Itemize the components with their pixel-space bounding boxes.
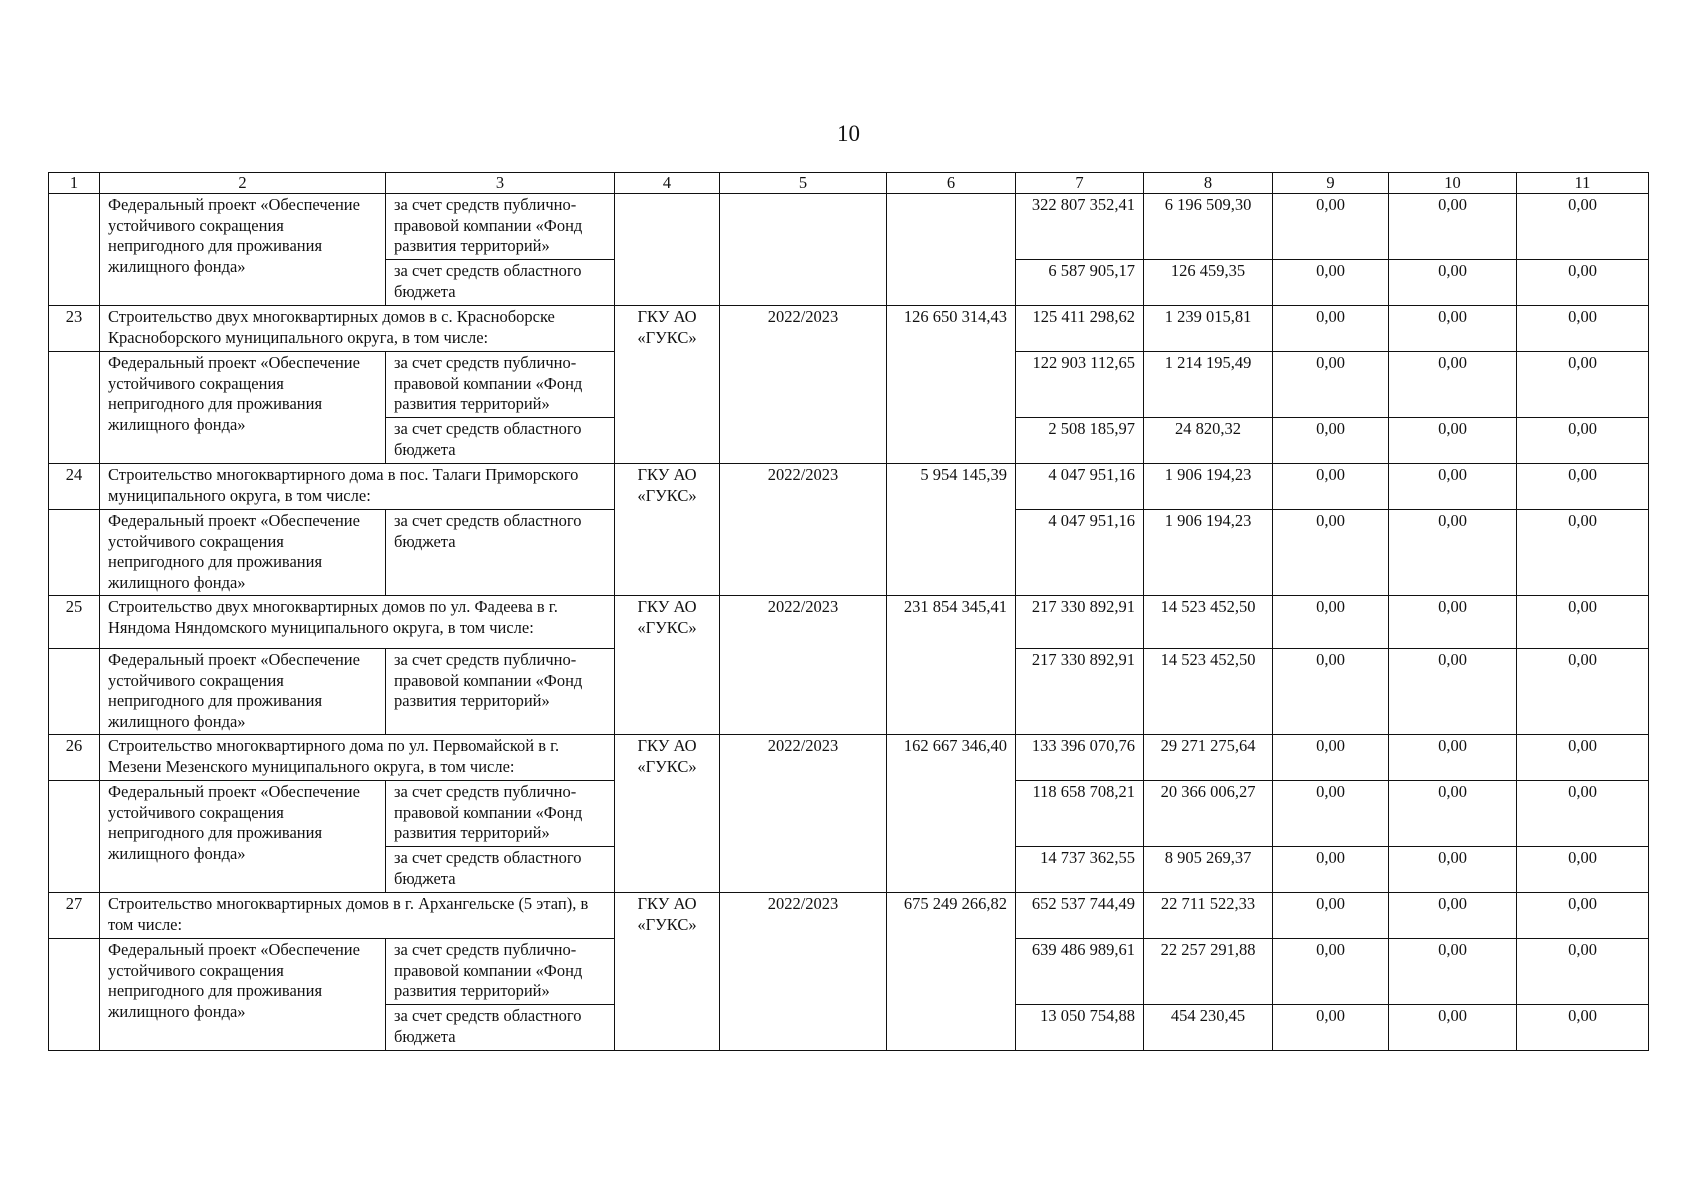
value-col11: 0,00 bbox=[1517, 649, 1649, 735]
value-col10: 0,00 bbox=[1389, 194, 1517, 260]
column-number: 4 bbox=[615, 173, 720, 194]
column-number: 5 bbox=[720, 173, 887, 194]
value-col9: 0,00 bbox=[1273, 1005, 1389, 1051]
column-number: 7 bbox=[1016, 173, 1144, 194]
item-number-cell bbox=[49, 649, 100, 735]
value-col7: 4 047 951,16 bbox=[1016, 510, 1144, 596]
column-number: 3 bbox=[386, 173, 615, 194]
item-number: 24 bbox=[49, 464, 100, 510]
value-col9: 0,00 bbox=[1273, 306, 1389, 352]
value-col8: 29 271 275,64 bbox=[1144, 735, 1273, 781]
item-name: Строительство двух многоквартирных домов по ул. Фадеева в г. Няндома Няндомского муниципального округа, в том числе: bbox=[100, 596, 615, 649]
value-col10: 0,00 bbox=[1389, 1005, 1517, 1051]
value-col10: 0,00 bbox=[1389, 781, 1517, 847]
federal-project-name: Федеральный проект «Обеспечение устойчивого сокращения непригодного для проживания жилищного фонда» bbox=[100, 352, 386, 464]
total-cell bbox=[887, 194, 1016, 306]
value-col11: 0,00 bbox=[1517, 464, 1649, 510]
period: 2022/2023 bbox=[720, 735, 887, 893]
federal-project-name: Федеральный проект «Обеспечение устойчивого сокращения непригодного для проживания жилищного фонда» bbox=[100, 194, 386, 306]
value-col8: 6 196 509,30 bbox=[1144, 194, 1273, 260]
value-col11: 0,00 bbox=[1517, 510, 1649, 596]
value-col7: 13 050 754,88 bbox=[1016, 1005, 1144, 1051]
value-col10: 0,00 bbox=[1389, 649, 1517, 735]
value-col9: 0,00 bbox=[1273, 735, 1389, 781]
value-col8: 8 905 269,37 bbox=[1144, 847, 1273, 893]
value-col8: 1 214 195,49 bbox=[1144, 352, 1273, 418]
value-col9: 0,00 bbox=[1273, 649, 1389, 735]
value-col10: 0,00 bbox=[1389, 306, 1517, 352]
funding-source: за счет средств областного бюджета bbox=[386, 418, 615, 464]
period-cell bbox=[720, 194, 887, 306]
value-col6: 126 650 314,43 bbox=[887, 306, 1016, 464]
value-col9: 0,00 bbox=[1273, 194, 1389, 260]
value-col9: 0,00 bbox=[1273, 464, 1389, 510]
federal-project-name: Федеральный проект «Обеспечение устойчивого сокращения непригодного для проживания жилищного фонда» bbox=[100, 781, 386, 893]
value-col8: 1 906 194,23 bbox=[1144, 510, 1273, 596]
value-col9: 0,00 bbox=[1273, 939, 1389, 1005]
value-col9: 0,00 bbox=[1273, 596, 1389, 649]
value-col7: 2 508 185,97 bbox=[1016, 418, 1144, 464]
value-col9: 0,00 bbox=[1273, 418, 1389, 464]
funding-source: за счет средств публично-правовой компании «Фонд развития территорий» bbox=[386, 781, 615, 847]
value-col10: 0,00 bbox=[1389, 939, 1517, 1005]
table-row bbox=[49, 194, 1649, 260]
value-col10: 0,00 bbox=[1389, 352, 1517, 418]
executor-cell bbox=[615, 194, 720, 306]
item-number-cell bbox=[49, 781, 100, 893]
value-col8: 454 230,45 bbox=[1144, 1005, 1273, 1051]
value-col7: 133 396 070,76 bbox=[1016, 735, 1144, 781]
page-number: 10 bbox=[837, 121, 860, 146]
item-number: 23 bbox=[49, 306, 100, 352]
funding-source: за счет средств публично-правовой компании «Фонд развития территорий» bbox=[386, 352, 615, 418]
value-col10: 0,00 bbox=[1389, 464, 1517, 510]
value-col7: 217 330 892,91 bbox=[1016, 596, 1144, 649]
value-col6: 5 954 145,39 bbox=[887, 464, 1016, 596]
value-col7: 4 047 951,16 bbox=[1016, 464, 1144, 510]
funding-source: за счет средств публично-правовой компании «Фонд развития территорий» bbox=[386, 939, 615, 1005]
value-col10: 0,00 bbox=[1389, 260, 1517, 306]
item-number: 27 bbox=[49, 893, 100, 939]
value-col11: 0,00 bbox=[1517, 847, 1649, 893]
value-col11: 0,00 bbox=[1517, 1005, 1649, 1051]
value-col10: 0,00 bbox=[1389, 596, 1517, 649]
value-col9: 0,00 bbox=[1273, 510, 1389, 596]
value-col8: 20 366 006,27 bbox=[1144, 781, 1273, 847]
value-col11: 0,00 bbox=[1517, 418, 1649, 464]
value-col8: 126 459,35 bbox=[1144, 260, 1273, 306]
federal-project-name: Федеральный проект «Обеспечение устойчивого сокращения непригодного для проживания жилищного фонда» bbox=[100, 939, 386, 1051]
value-col10: 0,00 bbox=[1389, 510, 1517, 596]
value-col6: 162 667 346,40 bbox=[887, 735, 1016, 893]
value-col10: 0,00 bbox=[1389, 418, 1517, 464]
executor: ГКУ АО «ГУКС» bbox=[615, 464, 720, 596]
value-col8: 14 523 452,50 bbox=[1144, 649, 1273, 735]
column-number: 9 bbox=[1273, 173, 1389, 194]
executor: ГКУ АО «ГУКС» bbox=[615, 306, 720, 464]
period: 2022/2023 bbox=[720, 893, 887, 1051]
value-col9: 0,00 bbox=[1273, 781, 1389, 847]
value-col11: 0,00 bbox=[1517, 893, 1649, 939]
value-col6: 675 249 266,82 bbox=[887, 893, 1016, 1051]
table-row bbox=[49, 893, 1649, 939]
value-col7: 652 537 744,49 bbox=[1016, 893, 1144, 939]
table-row bbox=[49, 306, 1649, 352]
value-col7: 122 903 112,65 bbox=[1016, 352, 1144, 418]
funding-source: за счет средств областного бюджета bbox=[386, 1005, 615, 1051]
item-number: 26 bbox=[49, 735, 100, 781]
executor: ГКУ АО «ГУКС» bbox=[615, 893, 720, 1051]
federal-project-name: Федеральный проект «Обеспечение устойчивого сокращения непригодного для проживания жилищного фонда» bbox=[100, 649, 386, 735]
table-row bbox=[49, 464, 1649, 510]
value-col7: 217 330 892,91 bbox=[1016, 649, 1144, 735]
funding-source: за счет средств областного бюджета bbox=[386, 260, 615, 306]
item-number-cell bbox=[49, 939, 100, 1051]
value-col11: 0,00 bbox=[1517, 735, 1649, 781]
value-col7: 639 486 989,61 bbox=[1016, 939, 1144, 1005]
value-col8: 24 820,32 bbox=[1144, 418, 1273, 464]
column-number: 11 bbox=[1517, 173, 1649, 194]
period: 2022/2023 bbox=[720, 464, 887, 596]
value-col10: 0,00 bbox=[1389, 735, 1517, 781]
value-col9: 0,00 bbox=[1273, 352, 1389, 418]
funding-source: за счет средств публично-правовой компании «Фонд развития территорий» bbox=[386, 649, 615, 735]
item-name: Строительство двух многоквартирных домов в с. Красноборске Красноборского муниципального округа, в том числе: bbox=[100, 306, 615, 352]
value-col11: 0,00 bbox=[1517, 194, 1649, 260]
item-number-cell bbox=[49, 352, 100, 464]
column-number: 2 bbox=[100, 173, 386, 194]
value-col8: 22 711 522,33 bbox=[1144, 893, 1273, 939]
value-col11: 0,00 bbox=[1517, 939, 1649, 1005]
value-col9: 0,00 bbox=[1273, 260, 1389, 306]
period: 2022/2023 bbox=[720, 306, 887, 464]
value-col8: 14 523 452,50 bbox=[1144, 596, 1273, 649]
funding-source: за счет средств областного бюджета bbox=[386, 510, 615, 596]
item-number: 25 bbox=[49, 596, 100, 649]
federal-project-name: Федеральный проект «Обеспечение устойчивого сокращения непригодного для проживания жилищного фонда» bbox=[100, 510, 386, 596]
value-col7: 14 737 362,55 bbox=[1016, 847, 1144, 893]
value-col8: 22 257 291,88 bbox=[1144, 939, 1273, 1005]
funding-source: за счет средств публично-правовой компании «Фонд развития территорий» bbox=[386, 194, 615, 260]
value-col11: 0,00 bbox=[1517, 306, 1649, 352]
item-name: Строительство многоквартирного дома в пос. Талаги Приморского муниципального округа, в том числе: bbox=[100, 464, 615, 510]
executor: ГКУ АО «ГУКС» bbox=[615, 596, 720, 735]
value-col10: 0,00 bbox=[1389, 847, 1517, 893]
column-number: 6 bbox=[887, 173, 1016, 194]
executor: ГКУ АО «ГУКС» bbox=[615, 735, 720, 893]
value-col10: 0,00 bbox=[1389, 893, 1517, 939]
column-number: 1 bbox=[49, 173, 100, 194]
item-number-cell bbox=[49, 510, 100, 596]
value-col9: 0,00 bbox=[1273, 893, 1389, 939]
item-name: Строительство многоквартирного дома по ул. Первомайской в г. Мезени Мезенского муниципального округа, в том числе: bbox=[100, 735, 615, 781]
budget-table bbox=[48, 172, 1649, 1051]
value-col11: 0,00 bbox=[1517, 781, 1649, 847]
value-col8: 1 906 194,23 bbox=[1144, 464, 1273, 510]
period: 2022/2023 bbox=[720, 596, 887, 735]
value-col7: 322 807 352,41 bbox=[1016, 194, 1144, 260]
value-col11: 0,00 bbox=[1517, 260, 1649, 306]
column-number-row bbox=[49, 173, 1649, 194]
value-col11: 0,00 bbox=[1517, 352, 1649, 418]
item-number-cell bbox=[49, 194, 100, 306]
funding-source: за счет средств областного бюджета bbox=[386, 847, 615, 893]
table-row bbox=[49, 735, 1649, 781]
value-col7: 125 411 298,62 bbox=[1016, 306, 1144, 352]
value-col7: 6 587 905,17 bbox=[1016, 260, 1144, 306]
item-name: Строительство многоквартирных домов в г. Архангельске (5 этап), в том числе: bbox=[100, 893, 615, 939]
value-col9: 0,00 bbox=[1273, 847, 1389, 893]
value-col7: 118 658 708,21 bbox=[1016, 781, 1144, 847]
table-row bbox=[49, 596, 1649, 649]
column-number: 10 bbox=[1389, 173, 1517, 194]
value-col6: 231 854 345,41 bbox=[887, 596, 1016, 735]
column-number: 8 bbox=[1144, 173, 1273, 194]
value-col11: 0,00 bbox=[1517, 596, 1649, 649]
value-col8: 1 239 015,81 bbox=[1144, 306, 1273, 352]
